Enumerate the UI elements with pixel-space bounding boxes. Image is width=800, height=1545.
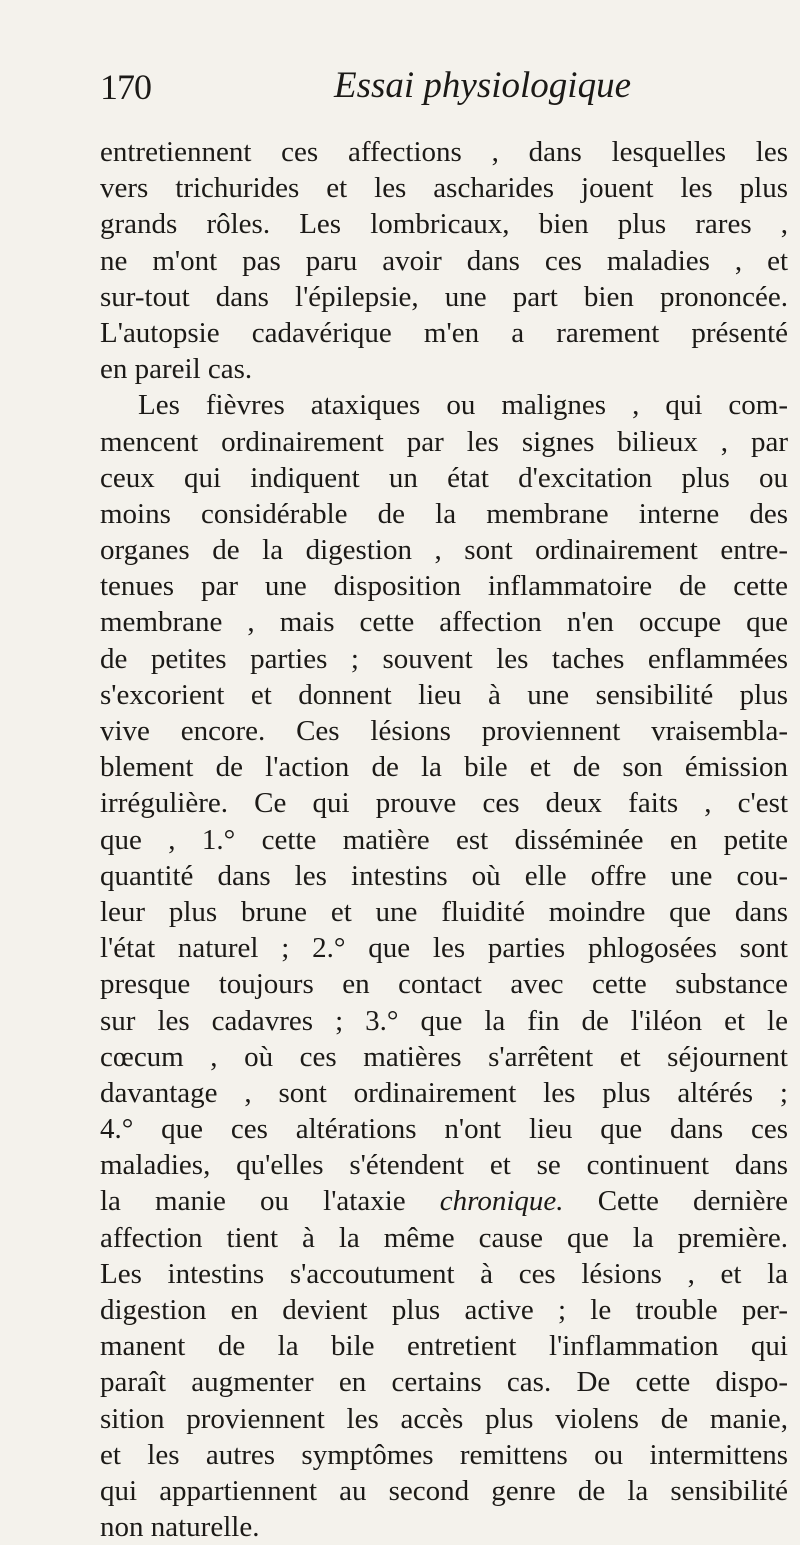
text-line: sur-tout dans l'épilepsie, une part bien prononcée. [100,280,788,313]
page-number: 170 [100,67,151,107]
text-line: sition proviennent les accès plus violens de manie, [100,1402,788,1435]
text-line: de petites parties ; souvent les taches enflammées [100,642,788,675]
text-line: davantage , sont ordinairement les plus altérés ; [100,1076,788,1109]
text-line: manent de la bile entretient l'inflammation qui [100,1330,788,1363]
text-line: membrane , mais cette affection n'en occupe que [100,606,788,639]
text-line-with-italic [100,1183,788,1219]
body-text [100,134,788,1545]
running-head [100,64,780,124]
text-line: l'état naturel ; 2.° que les parties phlogosées sont [100,932,788,965]
text-line: 4.° que ces altérations n'ont lieu que dans ces [100,1113,788,1146]
text-line: s'excorient et donnent lieu à une sensibilité plus [100,678,788,711]
text-line: sur les cadavres ; 3.° que la fin de l'iléon et le [100,1004,788,1037]
text-line: grands rôles. Les lombricaux, bien plus rares , [100,208,788,241]
text-line: et les autres symptômes remittens ou intermittens [100,1438,788,1471]
text-line: maladies, qu'elles s'étendent et se continuent dans [100,1149,788,1182]
text-line: ceux qui indiquent un état d'excitation plus ou [100,461,788,494]
text-line: irrégulière. Ce qui prouve ces deux faits , c'est [100,787,788,820]
text-line: entretiennent ces affections , dans lesquelles les [100,136,788,168]
text-line: presque toujours en contact avec cette substance [100,968,788,1001]
text-line: paraît augmenter en certains cas. De cette dispo- [100,1366,788,1399]
text-line: vive encore. Ces lésions proviennent vraisembla- [100,715,788,747]
text-line: leur plus brune et une fluidité moindre que dans [100,895,788,928]
text-line: digestion en devient plus active ; le trouble per- [100,1294,788,1326]
text-line: ne m'ont pas paru avoir dans ces maladies , et [100,244,788,277]
paragraph-start-line: Les fièvres ataxiques ou malignes , qui com- [138,389,788,422]
text-line: tenues par une disposition inflammatoire de cette [100,570,788,603]
text-line: vers trichurides et les ascharides jouent les plus [100,172,788,205]
italic-term: chronique. [439,1185,564,1218]
text-line: moins considérable de la membrane interne des [100,497,788,530]
text-line: qui appartiennent au second genre de la sensibilité [100,1474,788,1507]
text-line: que , 1.° cette matière est disséminée en petite [100,823,788,856]
text-segment: la manie ou l'ataxie [100,1185,406,1218]
text-line: affection tient à la même cause que la première. [100,1221,788,1254]
text-line: L'autopsie cadavérique m'en a rarement présenté [100,316,788,349]
text-line: mencent ordinairement par les signes bilieux , par [100,425,788,458]
paragraph-end-line: en pareil cas. [100,353,253,386]
running-title: Essai physiologique [334,65,632,106]
paragraph-end-line: non naturelle. [100,1511,260,1544]
text-segment: Cette dernière [597,1185,788,1218]
text-line: Les intestins s'accoutument à ces lésions , et la [100,1257,788,1290]
text-line: cœcum , où ces matières s'arrêtent et séjournent [100,1040,788,1073]
text-line: blement de l'action de la bile et de son émission [100,751,788,784]
text-line: organes de la digestion , sont ordinairement entre- [100,534,788,567]
text-line: quantité dans les intestins où elle offre une cou- [100,859,788,892]
